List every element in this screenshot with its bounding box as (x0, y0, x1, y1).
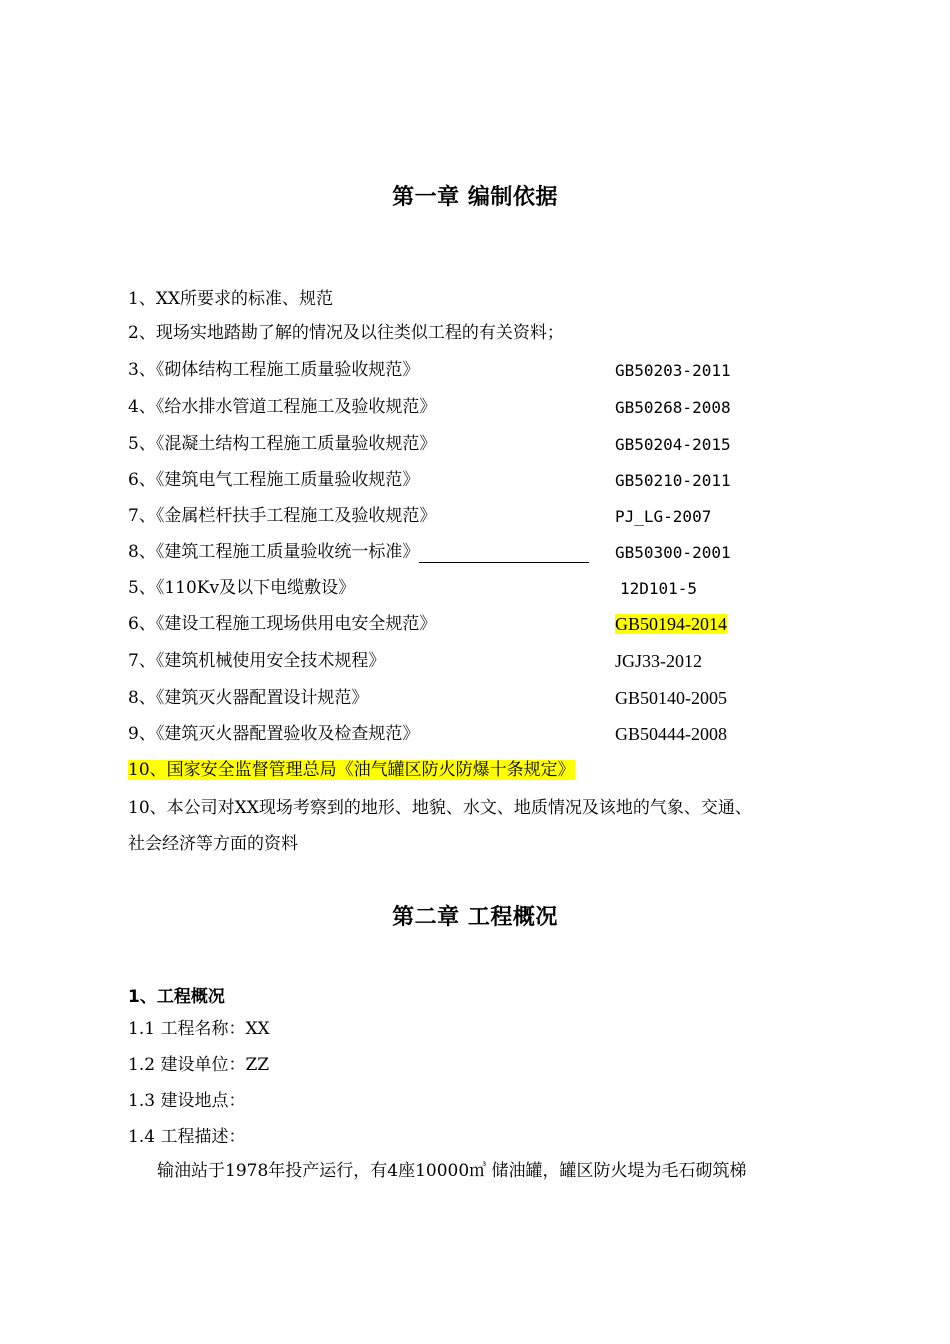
basis-item-10-code-wrap (615, 613, 727, 635)
overview-item-2: 1.2 建设单位：ZZ (128, 1055, 270, 1075)
basis-item-15: 10、本公司对XX现场考察到的地形、地貌、水文、地质情况及该地的气象、交通、 (128, 798, 752, 818)
basis-item-6-code: GB50210-2011 (615, 471, 731, 490)
chapter-2-title: 第二章 工程概况 (392, 905, 558, 930)
basis-item-8-code: GB50300-2001 (615, 543, 731, 562)
basis-item-9: 5、《110Kv及以下电缆敷设》 (128, 578, 356, 598)
basis-item-5: 5、《混凝土结构工程施工质量验收规范》 (128, 434, 437, 454)
basis-item-10: 6、《建设工程施工现场供用电安全规范》 (128, 614, 437, 634)
basis-item-12: 8、《建筑灭火器配置设计规范》 (128, 688, 369, 708)
basis-item-4-code: GB50268-2008 (615, 398, 731, 417)
basis-item-12-code: GB50140-2005 (615, 688, 727, 708)
section-heading: 1、工程概况 (128, 987, 225, 1007)
basis-item-11-code: JGJ33-2012 (615, 651, 703, 671)
basis-item-2: 2、现场实地踏勘了解的情况及以往类似工程的有关资料； (128, 323, 564, 343)
basis-item-11: 7、《建筑机械使用安全技术规程》 (128, 651, 386, 671)
overview-item-4: 1.4 工程描述： (128, 1127, 246, 1147)
basis-item-5-code: GB50204-2015 (615, 435, 731, 454)
basis-item-14-wrap (128, 759, 575, 781)
basis-item-8 (128, 541, 589, 563)
basis-item-14: 10、国家安全监督管理总局《油气罐区防火防爆十条规定》 (128, 760, 575, 780)
basis-item-10-code: GB50194-2014 (615, 614, 727, 634)
basis-item-9-code: 12D101-5 (620, 579, 698, 598)
chapter-1-title: 第一章 编制依据 (392, 185, 558, 210)
basis-item-6: 6、《建筑电气工程施工质量验收规范》 (128, 470, 420, 490)
basis-item-1: 1、XX所要求的标准、规范 (128, 289, 334, 309)
overview-item-1: 1.1 工程名称：XX (128, 1019, 270, 1039)
overview-item-3: 1.3 建设地点： (128, 1091, 246, 1111)
basis-item-7: 7、《金属栏杆扶手工程施工及验收规范》 (128, 506, 437, 526)
underline-gap (419, 544, 589, 563)
basis-item-3-code: GB50203-2011 (615, 361, 731, 380)
basis-item-15-cont: 社会经济等方面的资料 (128, 834, 298, 854)
basis-item-13-code: GB50444-2008 (615, 724, 727, 744)
basis-item-7-code: PJ_LG-2007 (615, 507, 712, 526)
basis-item-3: 3、《砌体结构工程施工质量验收规范》 (128, 360, 420, 380)
basis-item-8-text: 8、《建筑工程施工质量验收统一标准》 (128, 542, 420, 562)
basis-item-4: 4、《给水排水管道工程施工及验收规范》 (128, 397, 437, 417)
description-paragraph: 输油站于1978年投产运行，有4座10000㎥ 储油罐，罐区防火堤为毛石砌筑梯 (157, 1161, 747, 1181)
basis-item-13: 9、《建筑灭火器配置验收及检查规范》 (128, 724, 420, 744)
